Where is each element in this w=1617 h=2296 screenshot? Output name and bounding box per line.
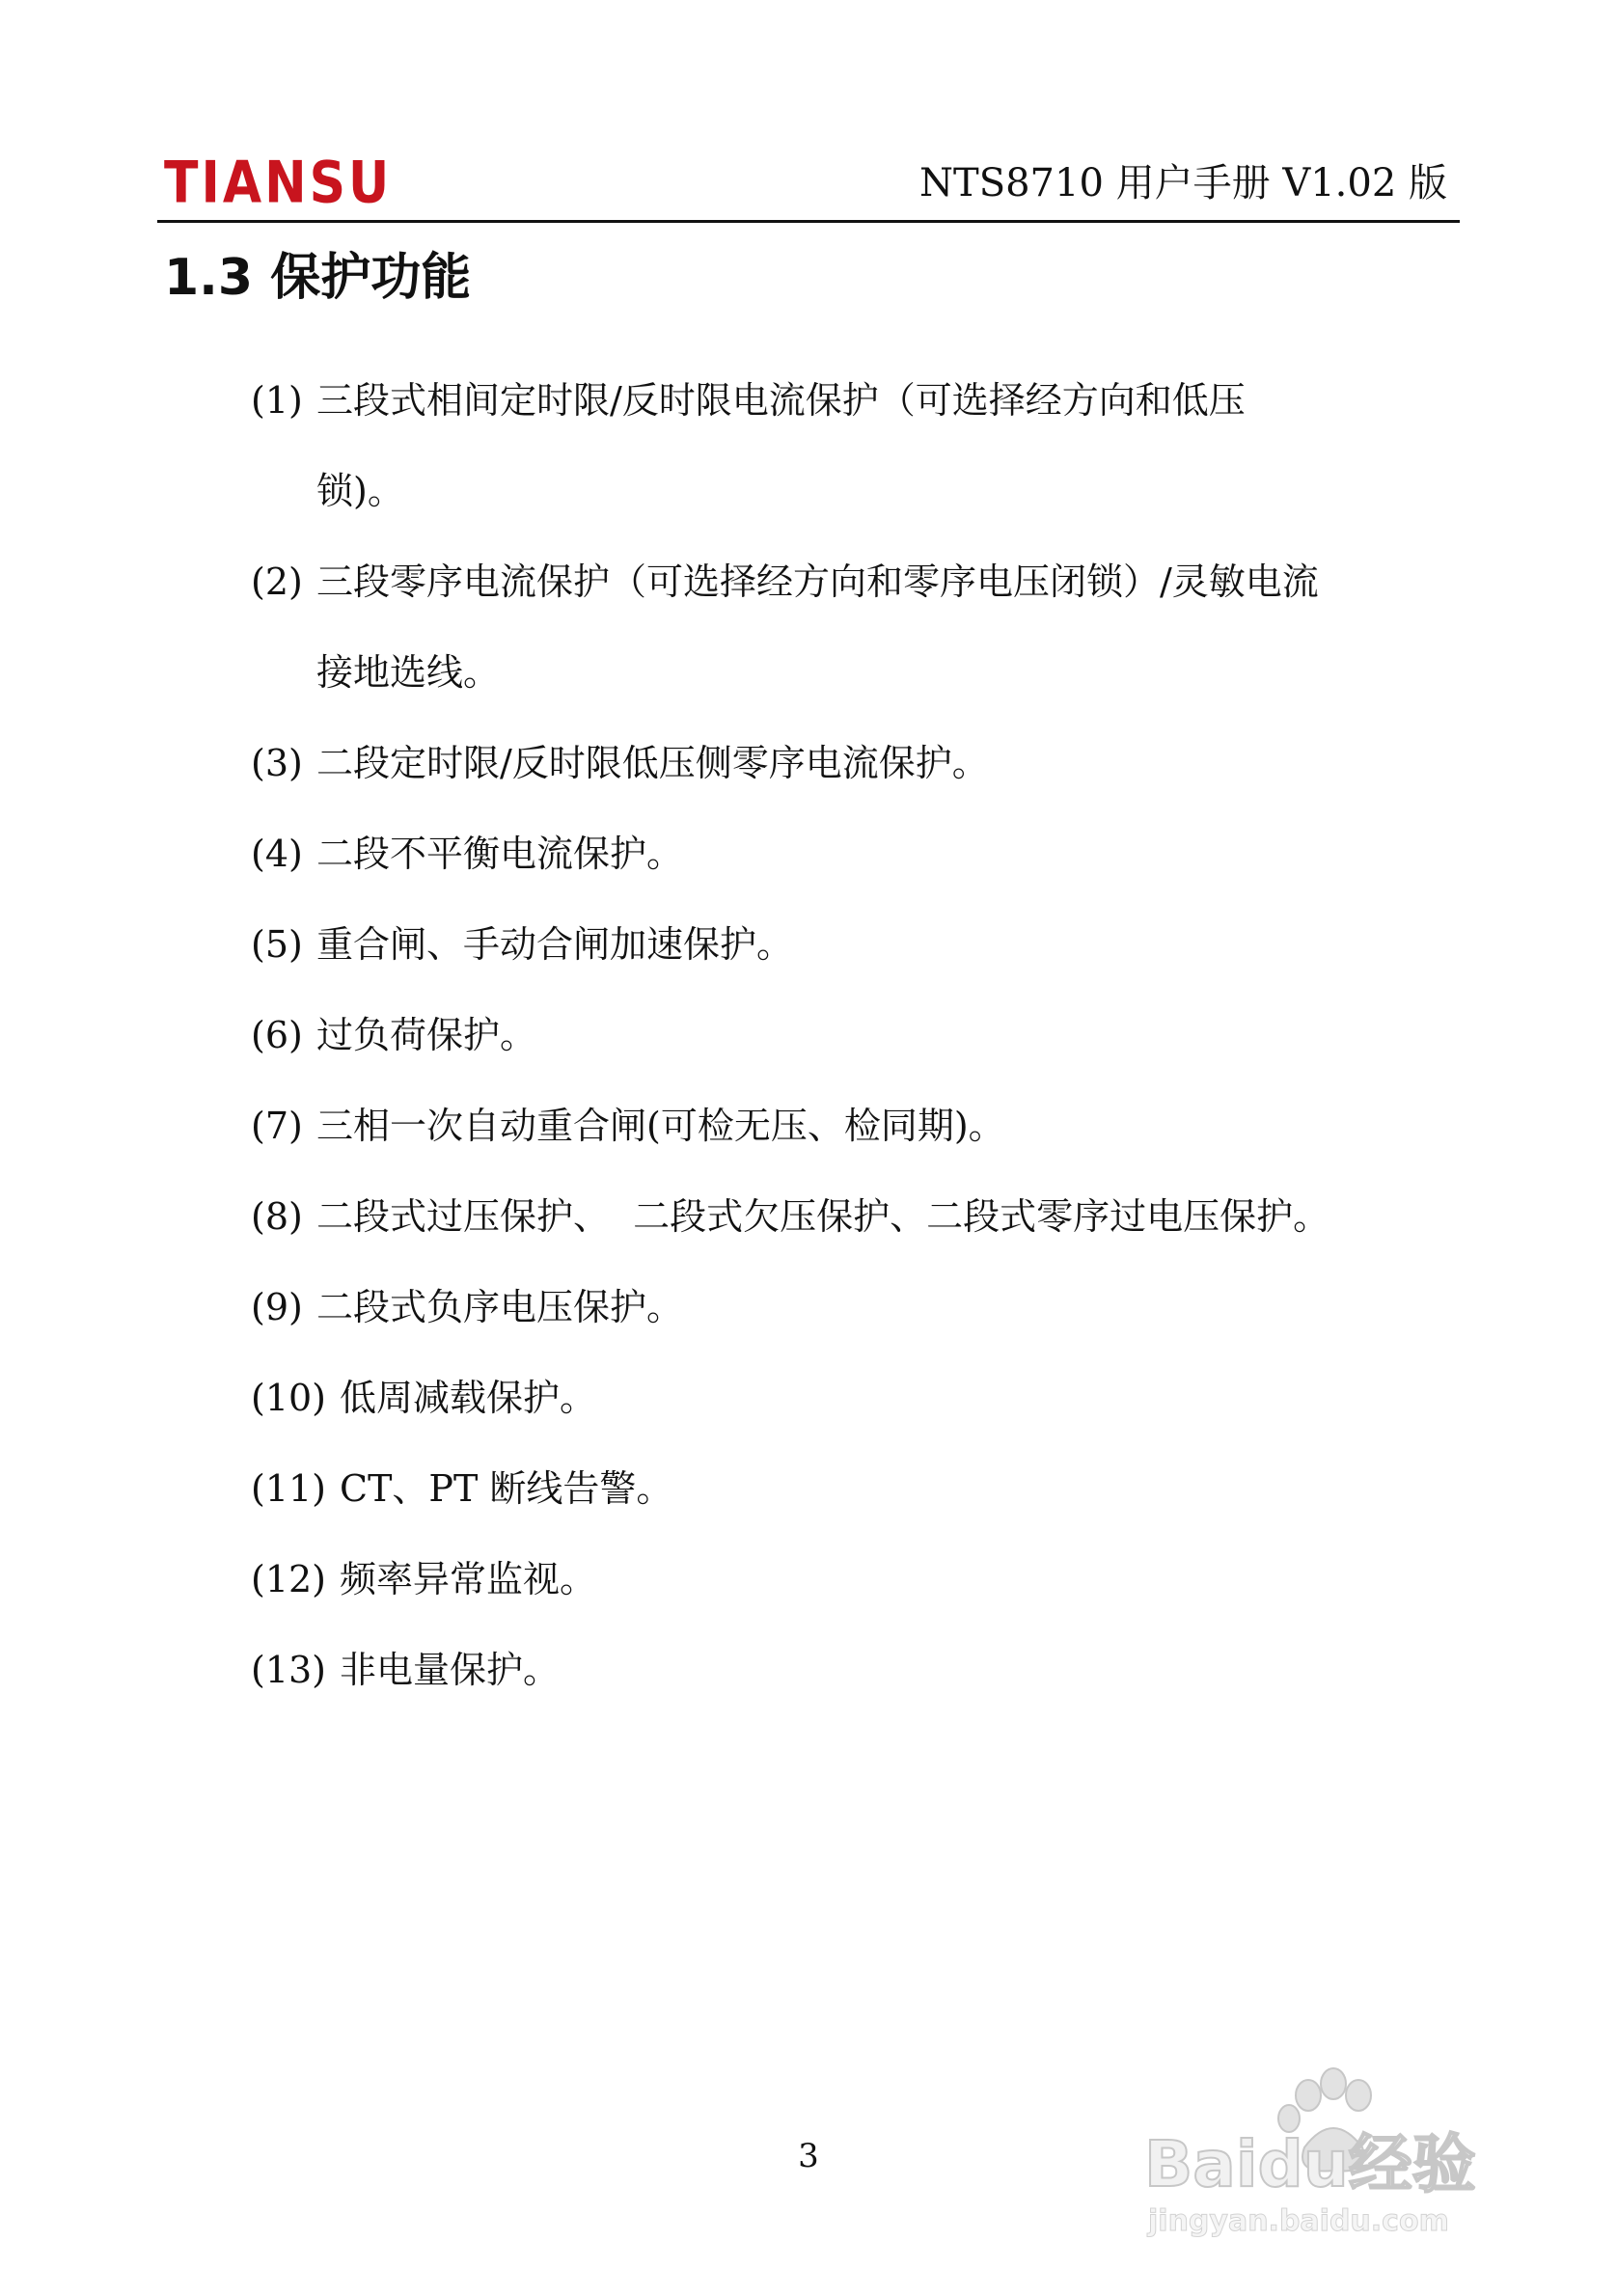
item-number: (7) [251,1105,303,1147]
item-number: (6) [251,1014,303,1056]
item-number: (2) [251,560,303,603]
item-number: (13) [251,1649,327,1691]
item-text: 非电量保护。 [340,1649,561,1691]
item-text: 低周减载保护。 [340,1377,597,1419]
list-item [251,379,1246,422]
list-item [251,833,684,875]
item-text: 二段式过压保护、 二段式欠压保护、二段式零序过电压保护。 [316,1195,1330,1238]
manual-title: NTS8710 用户手册 V1.02 版 [919,161,1447,205]
item-text: 过负荷保护。 [316,1014,537,1056]
item-text: 三段零序电流保护（可选择经方向和零序电压闭锁）/灵敏电流 [316,560,1319,603]
item-continuation: 接地选线。 [316,651,501,694]
list-item [251,1377,597,1419]
item-text: 三相一次自动重合闸(可检无压、检同期)。 [316,1105,1005,1147]
item-text: 二段定时限/反时限低压侧零序电流保护。 [316,742,989,784]
item-text: 重合闸、手动合闸加速保护。 [316,923,794,966]
item-number: (11) [251,1467,327,1510]
list-item [251,1014,537,1056]
baidu-jingyan-watermark [1135,2055,1521,2238]
list-item [251,742,989,784]
list-item [251,923,794,966]
watermark-url: jingyan.baidu.com [1148,2204,1449,2238]
list-item [251,1105,1005,1147]
item-continuation: 锁)。 [316,470,404,512]
tiansu-logo: TIANSU [164,150,393,217]
watermark-brand: Baidu经验 [1144,2127,1476,2201]
list-item [251,1558,597,1600]
item-number: (5) [251,923,303,966]
header-divider [157,220,1460,223]
item-text: CT、PT 断线告警。 [340,1467,673,1510]
item-text: 二段式负序电压保护。 [316,1286,684,1328]
item-text: 二段不平衡电流保护。 [316,833,684,875]
item-text: 三段式相间定时限/反时限电流保护（可选择经方向和低压 [316,379,1246,422]
list-item [251,1467,673,1510]
item-text: 频率异常监视。 [340,1558,597,1600]
page-number: 3 [798,2137,819,2175]
item-number: (10) [251,1377,327,1419]
item-number: (1) [251,379,303,422]
item-number: (4) [251,833,303,875]
item-number: (3) [251,742,303,784]
section-heading: 1.3 保护功能 [164,249,472,307]
item-number: (12) [251,1558,327,1600]
list-item [251,1286,684,1328]
list-item [251,560,1319,603]
list-item [251,1649,561,1691]
list-item [251,1195,1330,1238]
item-number: (9) [251,1286,303,1328]
item-number: (8) [251,1195,303,1238]
